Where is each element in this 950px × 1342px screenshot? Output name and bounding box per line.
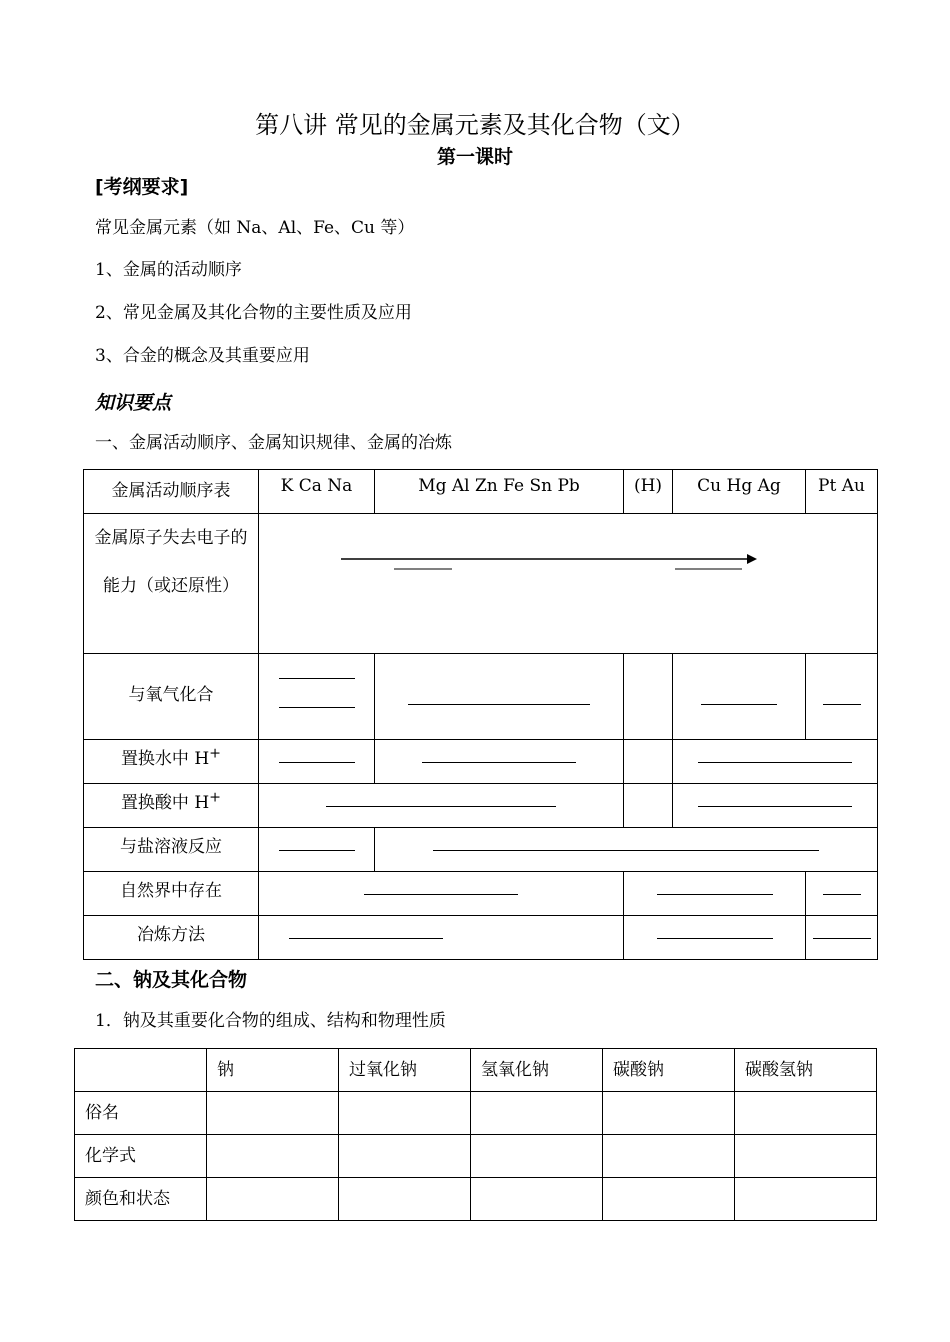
page-title: 第八讲 常见的金属元素及其化合物（文）	[255, 111, 695, 139]
blank-cell[interactable]	[471, 1135, 603, 1178]
section2-heading: 二、钠及其化合物	[95, 969, 248, 991]
row-label: 与氧气化合	[84, 654, 259, 740]
header-cell: 碳酸氢钠	[735, 1049, 877, 1092]
blank-cell	[673, 740, 878, 784]
blank-cell[interactable]	[207, 1092, 339, 1135]
header-cell: Pt Au	[806, 470, 878, 514]
blank-cell	[624, 784, 673, 828]
blank-cell	[259, 784, 624, 828]
requirements-heading: [考纲要求]	[95, 176, 189, 198]
blank-cell	[673, 654, 806, 740]
blank-cell[interactable]	[735, 1135, 877, 1178]
blank-cell[interactable]	[735, 1092, 877, 1135]
blank-cell	[259, 872, 624, 916]
header-cell: Mg Al Zn Fe Sn Pb	[375, 470, 624, 514]
blank-cell	[259, 740, 375, 784]
row-label: 化学式	[75, 1135, 207, 1178]
blank-cell	[673, 784, 878, 828]
row-label: 俗名	[75, 1092, 207, 1135]
blank-cell	[624, 916, 806, 960]
header-cell: Cu Hg Ag	[673, 470, 806, 514]
blank-cell[interactable]	[603, 1178, 735, 1221]
blank-cell[interactable]	[603, 1092, 735, 1135]
header-cell: (H)	[624, 470, 673, 514]
header-cell: 金属活动顺序表	[84, 470, 259, 514]
blank-cell	[806, 916, 878, 960]
row-label-text: 金属原子失去电子的能力（或还原性）	[94, 528, 248, 596]
blank-cell[interactable]	[207, 1135, 339, 1178]
blank-cell	[806, 654, 878, 740]
blank-cell	[259, 654, 375, 740]
header-cell: K Ca Na	[259, 470, 375, 514]
header-cell: 过氧化钠	[339, 1049, 471, 1092]
blank-cell[interactable]	[471, 1178, 603, 1221]
blank-cell	[624, 654, 673, 740]
sodium-compounds-table	[74, 1048, 877, 1221]
row-label: 冶炼方法	[84, 916, 259, 960]
blank-cell	[259, 828, 375, 872]
blank-cell	[624, 872, 806, 916]
trend-arrow-icon	[259, 514, 878, 654]
blank-cell	[375, 654, 624, 740]
blank-cell[interactable]	[471, 1092, 603, 1135]
row-label: 置换酸中 H+	[84, 784, 259, 828]
superscript-plus: +	[209, 745, 222, 762]
requirements-intro: 常见金属元素（如 Na、Al、Fe、Cu 等）	[95, 218, 415, 238]
header-cell: 氢氧化钠	[471, 1049, 603, 1092]
blank-cell[interactable]	[603, 1135, 735, 1178]
blank-cell[interactable]	[339, 1135, 471, 1178]
metal-activity-table	[83, 469, 878, 960]
header-cell: 碳酸钠	[603, 1049, 735, 1092]
trend-cell	[259, 514, 878, 654]
blank-cell	[806, 872, 878, 916]
section2-subheading: 1．钠及其重要化合物的组成、结构和物理性质	[95, 1011, 446, 1031]
header-cell	[75, 1049, 207, 1092]
knowledge-heading: 知识要点	[95, 392, 172, 414]
blank-cell[interactable]	[339, 1092, 471, 1135]
row-label: 自然界中存在	[84, 872, 259, 916]
blank-cell	[375, 740, 624, 784]
row-label: 颜色和状态	[75, 1178, 207, 1221]
page-subtitle: 第一课时	[436, 146, 513, 168]
blank-cell[interactable]	[339, 1178, 471, 1221]
row-label: 置换水中 H+	[84, 740, 259, 784]
requirement-item: 3、合金的概念及其重要应用	[95, 346, 310, 366]
blank-cell[interactable]	[735, 1178, 877, 1221]
requirement-item: 2、常见金属及其化合物的主要性质及应用	[95, 303, 412, 323]
blank-cell[interactable]	[207, 1178, 339, 1221]
row-label	[84, 514, 259, 654]
superscript-plus: +	[209, 789, 222, 806]
blank-cell	[624, 740, 673, 784]
blank-cell	[259, 916, 624, 960]
row-label: 与盐溶液反应	[84, 828, 259, 872]
header-cell: 钠	[207, 1049, 339, 1092]
requirement-item: 1、金属的活动顺序	[95, 260, 242, 280]
blank-cell	[375, 828, 878, 872]
section1-heading: 一、金属活动顺序、金属知识规律、金属的冶炼	[95, 433, 452, 453]
